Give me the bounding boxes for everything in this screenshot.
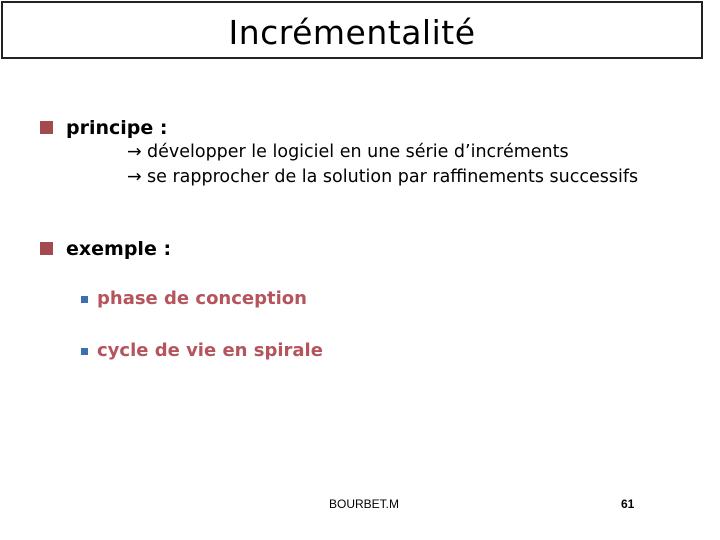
principe-line-1 <box>127 141 569 163</box>
title-box <box>1 1 703 59</box>
principe-line-text: se rapprocher de la solution par raffinements successifs <box>147 167 639 187</box>
footer-page-number: 61 <box>621 497 635 511</box>
square-bullet-icon <box>40 121 53 134</box>
footer-author: BOURBET.M <box>329 497 400 511</box>
section-label: exemple : <box>66 238 172 260</box>
exemple-item-text: phase de conception <box>97 288 307 309</box>
principe-line-2 <box>127 166 638 188</box>
section-label: principe : <box>66 117 168 139</box>
small-square-bullet-icon <box>81 296 88 303</box>
principe-line-text: développer le logiciel en une série d’incréments <box>147 142 569 162</box>
small-square-bullet-icon <box>81 348 88 355</box>
exemple-item-text: cycle de vie en spirale <box>97 340 323 361</box>
square-bullet-icon <box>40 242 53 255</box>
right-arrow-icon: → <box>127 167 142 187</box>
slide-title: Incrémentalité <box>228 13 476 52</box>
right-arrow-icon: → <box>127 142 142 162</box>
